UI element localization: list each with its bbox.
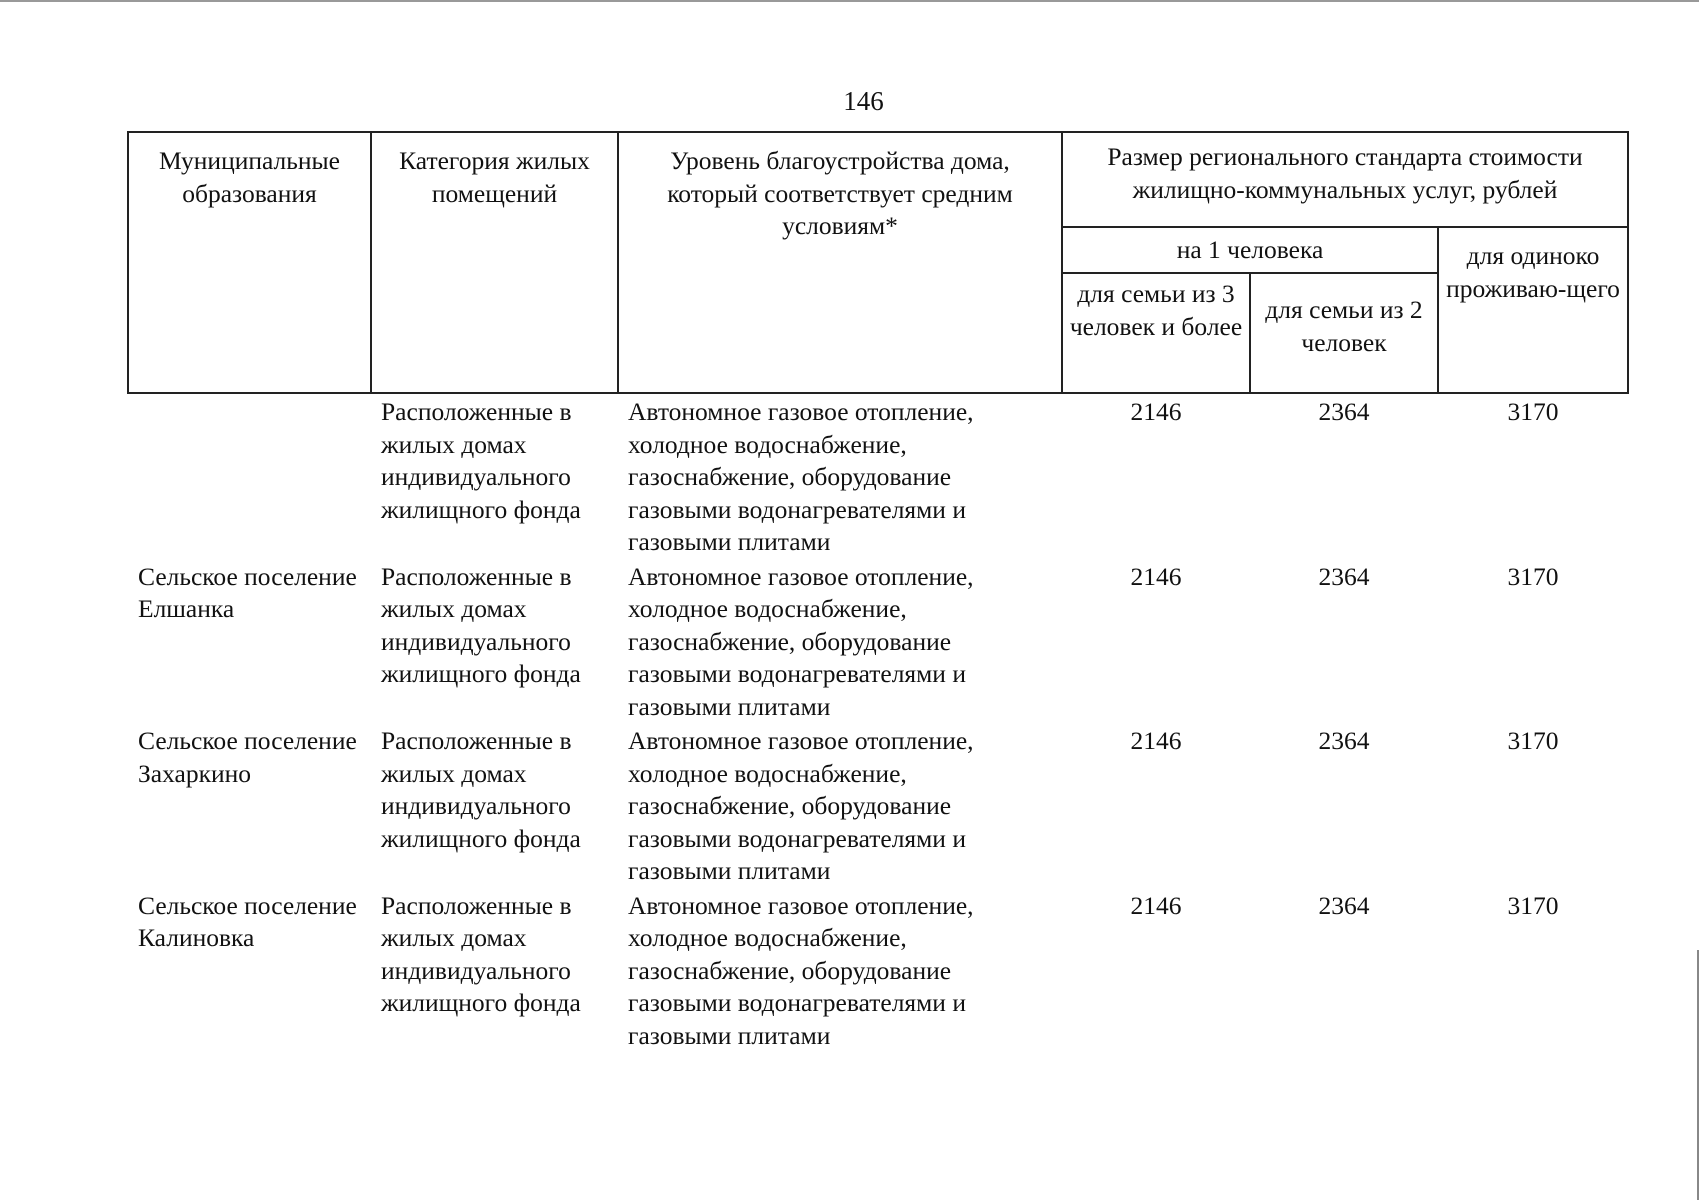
table-row: [128, 888, 1628, 1053]
cell-single: 3170: [1507, 890, 1559, 920]
header-category: Категория жилых помещений: [371, 132, 618, 393]
cell-single: 3170: [1507, 726, 1559, 755]
cell-family-3: 2146: [1130, 561, 1182, 591]
header-amenity-level: Уровень благоустройства дома, который соответствует средним условиям*: [618, 132, 1062, 393]
table-header: [128, 132, 1628, 393]
table-body: [128, 393, 1628, 1052]
cell-category: Расположенные в жилых домах индивидуального жилищного фонда: [381, 397, 581, 524]
cell-family-2: 2364: [1318, 397, 1370, 426]
scan-border-top: [0, 0, 1699, 2]
cell-amenity: Автономное газовое отопление, холодное водоснабжение, газоснабжение, оборудование газовыми водонагревателями и газовыми плитами: [628, 397, 974, 556]
cell-amenity: Автономное газовое отопление, холодное водоснабжение, газоснабжение, оборудование газовыми водонагревателями и газовыми плитами: [628, 890, 974, 1050]
header-standard-size: Размер регионального стандарта стоимости жилищно-коммунальных услуг, рублей: [1062, 132, 1628, 227]
cell-family-3: 2146: [1130, 726, 1182, 755]
cell-municipality: [128, 393, 371, 559]
cell-category: Расположенные в жилых домах индивидуального жилищного фонда: [381, 890, 581, 1017]
table-row: [128, 723, 1628, 888]
header-single: для одиноко проживаю-щего: [1438, 227, 1628, 393]
cell-municipality: Сельское поселение Калиновка: [138, 890, 357, 952]
header-family-2: для семьи из 2 человек: [1250, 273, 1438, 393]
cell-family-3: 2146: [1130, 890, 1182, 920]
cell-family-2: 2364: [1318, 561, 1370, 591]
cell-family-3: 2146: [1130, 397, 1182, 426]
page-number: 146: [843, 86, 884, 116]
cell-amenity: Автономное газовое отопление, холодное водоснабжение, газоснабжение, оборудование газовыми водонагревателями и газовыми плитами: [628, 561, 974, 721]
cell-category: Расположенные в жилых домах индивидуального жилищного фонда: [381, 726, 581, 853]
cell-single: 3170: [1507, 561, 1559, 591]
header-per-person: на 1 человека: [1062, 227, 1438, 273]
table-row: [128, 559, 1628, 724]
table-row: [128, 393, 1628, 559]
cell-amenity: Автономное газовое отопление, холодное водоснабжение, газоснабжение, оборудование газовыми водонагревателями и газовыми плитами: [628, 726, 974, 885]
cell-family-2: 2364: [1318, 890, 1370, 920]
header-municipality: Муниципальные образования: [128, 132, 371, 393]
cell-category: Расположенные в жилых домах индивидуального жилищного фонда: [381, 561, 581, 688]
cell-municipality: Сельское поселение Елшанка: [138, 561, 357, 623]
cell-single: 3170: [1507, 397, 1559, 426]
header-family-3: для семьи из 3 человек и более: [1062, 273, 1250, 393]
cell-family-2: 2364: [1318, 726, 1370, 755]
cell-municipality: Сельское поселение Захаркино: [138, 726, 357, 788]
housing-standard-table: [127, 131, 1629, 1052]
